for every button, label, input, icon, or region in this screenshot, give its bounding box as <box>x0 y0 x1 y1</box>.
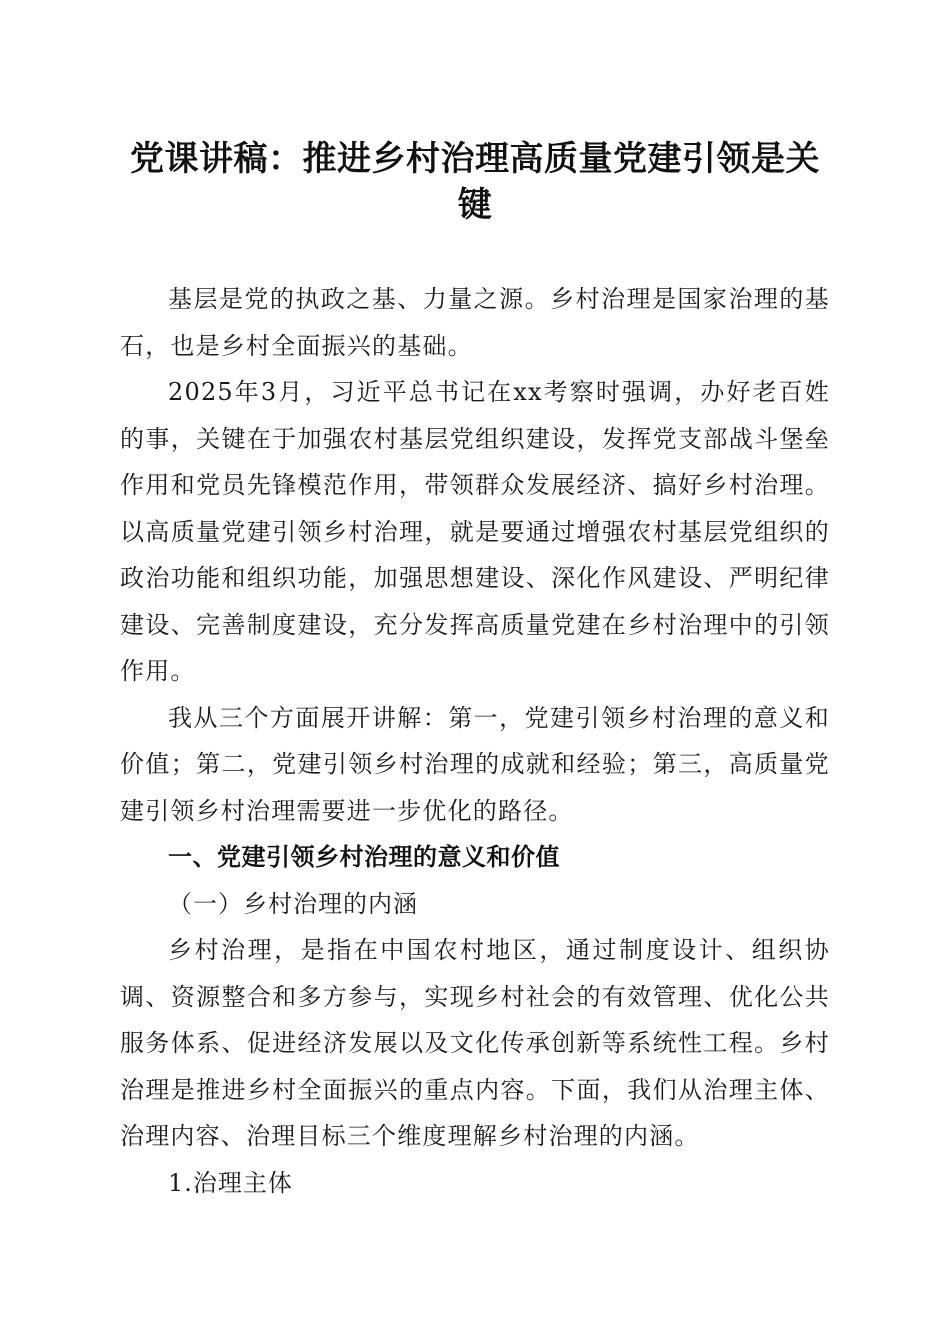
paragraph-outline: 我从三个方面展开讲解：第一，党建引领乡村治理的意义和价值；第二，党建引领乡村治理的成就和经验；第三，高质量党建引领乡村治理需要进一步优化的路径。 <box>120 703 830 825</box>
document-title: 党课讲稿：推进乡村治理高质量党建引领是关键 <box>130 139 820 225</box>
subsection-heading-1: （一）乡村治理的内涵 <box>168 889 418 918</box>
paragraph-governance-definition: 乡村治理，是指在中国农村地区，通过制度设计、组织协调、资源整合和多方参与，实现乡村社会的有效管理、优化公共服务体系、促进经济发展以及文化传承创新等系统性工程。乡村治理是推进乡村全面振兴的重点内容。下面，我们从治理主体、治理内容、治理目标三个维度理解乡村治理的内涵。 <box>120 936 830 1150</box>
section-heading-1: 一、党建引领乡村治理的意义和价值 <box>168 843 560 871</box>
paragraph-context: 2025年3月，习近平总书记在xx考察时强调，办好老百姓的事，关键在于加强农村基层党组织建设，发挥党支部战斗堡垒作用和党员先锋模范作用，带领群众发展经济、搞好乡村治理。以高质量党建引领乡村治理，就是要通过增强农村基层党组织的政治功能和组织功能，加强思想建设、深化作风建设、严明纪律建设、完善制度建设，充分发挥高质量党建在乡村治理中的引领作用。 <box>120 378 830 685</box>
item-heading-1: 1.治理主体 <box>168 1168 293 1197</box>
paragraph-intro: 基层是党的执政之基、力量之源。乡村治理是国家治理的基石，也是乡村全面振兴的基础。 <box>120 285 830 360</box>
document-body <box>120 276 830 1206</box>
